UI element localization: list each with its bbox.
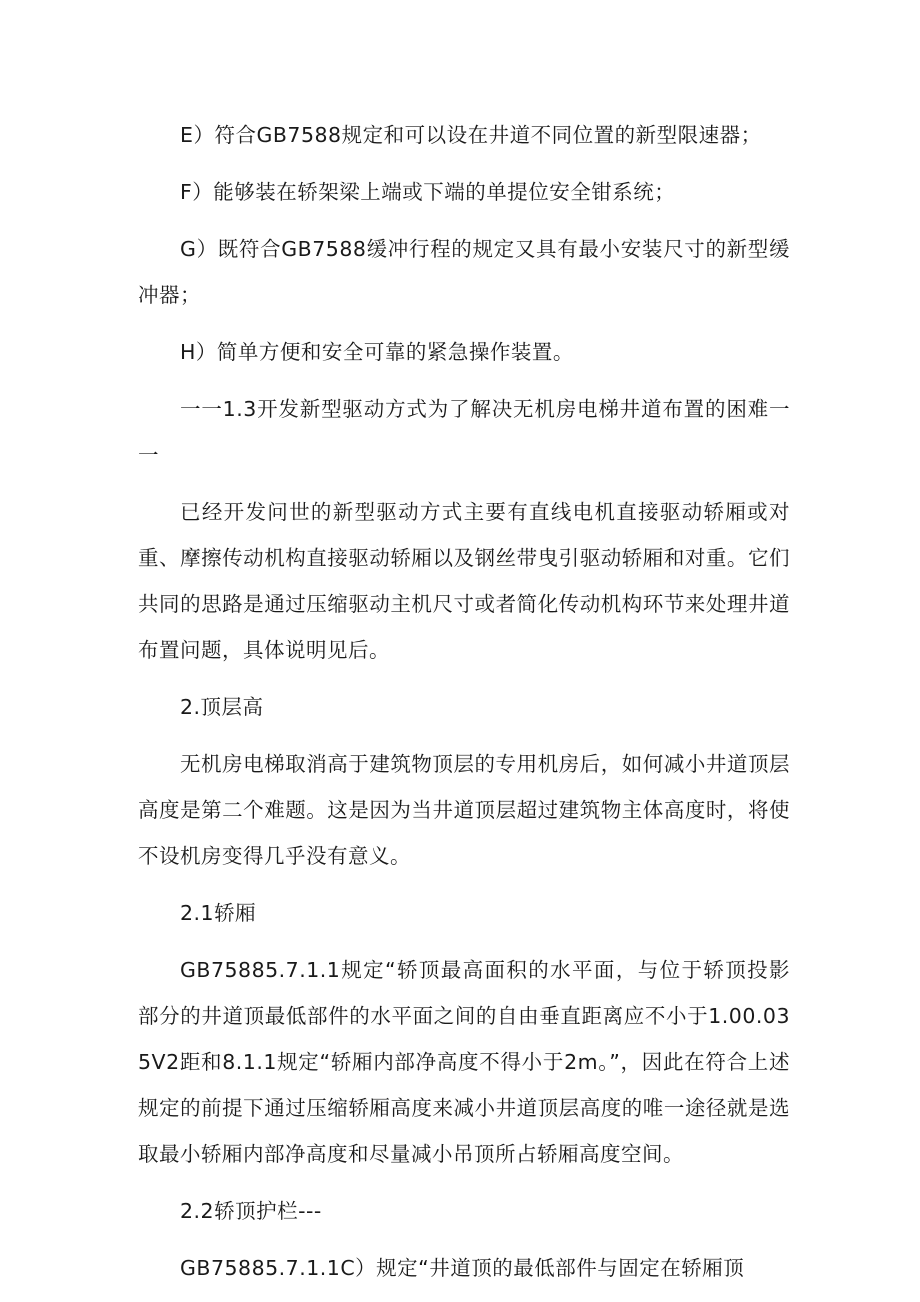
paragraph-item-e: E）符合GB7588规定和可以设在井道不同位置的新型限速器； <box>180 123 762 147</box>
section-heading-2-1: 2.1轿厢 <box>180 901 257 925</box>
paragraph-item-g: G）既符合GB7588缓冲行程的规定又具有最小安装尺寸的新型缓冲器； <box>138 237 790 307</box>
paragraph-new-drive: 已经开发问世的新型驱动方式主要有直线电机直接驱动轿厢或对重、摩擦传动机构直接驱动轿厢以及钢丝带曳引驱动轿厢和对重。它们共同的思路是通过压缩驱动主机尺寸或者简化传动机构环节来处理井道布置问题，具体说明见后。 <box>138 500 790 662</box>
document-body <box>138 112 790 1302</box>
section-heading-2-2: 2.2轿顶护栏--- <box>180 1199 322 1223</box>
section-heading-1-3: 一一1.3开发新型驱动方式为了解决无机房电梯井道布置的困难一一 <box>138 397 790 467</box>
paragraph-top-floor: 无机房电梯取消高于建筑物顶层的专用机房后，如何减小井道顶层高度是第二个难题。这是因为当井道顶层超过建筑物主体高度时，将使不设机房变得几乎没有意义。 <box>138 752 790 868</box>
paragraph-item-f: F）能够装在轿架梁上端或下端的单提位安全钳系统； <box>180 180 676 204</box>
paragraph-item-h: H）简单方便和安全可靠的紧急操作装置。 <box>180 340 574 364</box>
section-heading-2: 2.顶层高 <box>180 695 264 719</box>
paragraph-car-height: GB75885.7.1.1规定“轿顶最高面积的水平面，与位于轿顶投影部分的井道顶最低部件的水平面之间的自由垂直距离应不小于1.00.035V2距和8.1.1规定“轿厢内部净高度不得小于2m。”，因此在符合上述规定的前提下通过压缩轿厢高度来减小井道顶层高度的唯一途径就是选取最小轿厢内部净高度和尽量减小吊顶所占轿厢高度空间。 <box>138 958 790 1166</box>
paragraph-car-railing: GB75885.7.1.1C）规定“井道顶的最低部件与固定在轿厢顶 <box>180 1256 745 1280</box>
